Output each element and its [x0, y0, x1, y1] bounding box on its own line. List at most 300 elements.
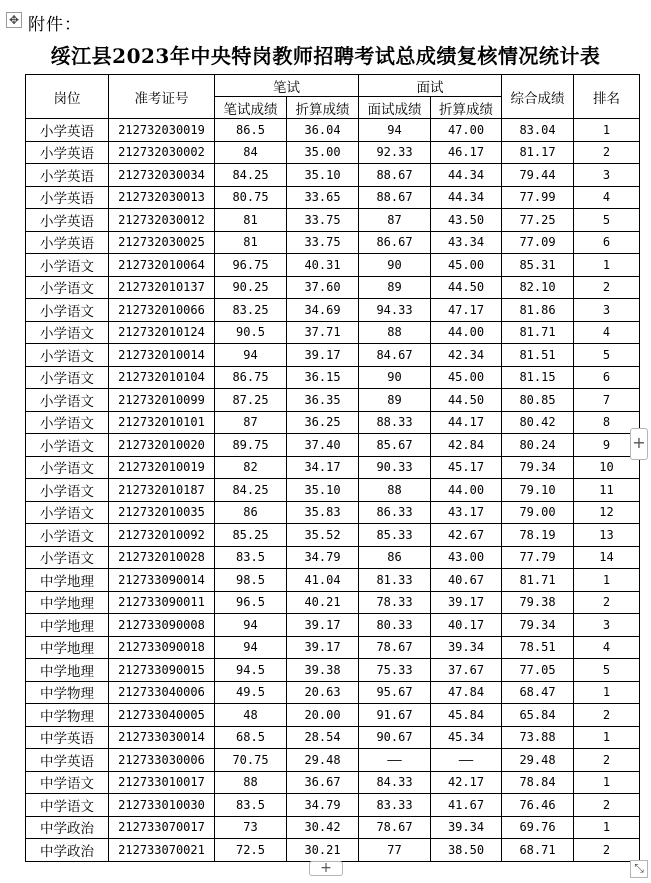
cell-post: 中学英语 [26, 726, 109, 749]
cell-ticket: 212733090014 [109, 569, 215, 592]
header-post: 岗位 [26, 75, 109, 119]
cell-ticket: 212732030034 [109, 164, 215, 187]
table-resize-icon[interactable]: ⤡ [630, 860, 648, 878]
cell-post: 中学地理 [26, 591, 109, 614]
cell-ticket: 212732010035 [109, 501, 215, 524]
cell-written-converted: 35.10 [287, 164, 359, 187]
cell-post: 小学语文 [26, 366, 109, 389]
cell-interview-converted: 47.84 [431, 681, 502, 704]
header-ticket: 准考证号 [109, 75, 215, 119]
header-written-converted: 折算成绩 [287, 97, 359, 119]
cell-rank: 1 [574, 119, 640, 142]
cell-interview-converted: —— [431, 749, 502, 772]
cell-total: 81.51 [502, 344, 574, 367]
cell-written-score: 73 [215, 816, 287, 839]
table-row [26, 479, 640, 502]
cell-written-score: 87.25 [215, 389, 287, 412]
table-row [26, 591, 640, 614]
cell-rank: 2 [574, 749, 640, 772]
table-row [26, 254, 640, 277]
cell-interview-converted: 45.00 [431, 366, 502, 389]
cell-written-score: 94 [215, 636, 287, 659]
table-row [26, 411, 640, 434]
cell-ticket: 212732010066 [109, 299, 215, 322]
cell-ticket: 212733070017 [109, 816, 215, 839]
cell-interview-score: —— [359, 749, 431, 772]
cell-interview-score: 86 [359, 546, 431, 569]
table-row [26, 141, 640, 164]
cell-rank: 5 [574, 659, 640, 682]
table-row [26, 546, 640, 569]
cell-interview-score: 89 [359, 276, 431, 299]
cell-total: 78.19 [502, 524, 574, 547]
cell-total: 77.09 [502, 231, 574, 254]
table-row [26, 681, 640, 704]
cell-written-score: 90.5 [215, 321, 287, 344]
cell-written-converted: 36.25 [287, 411, 359, 434]
cell-post: 小学语文 [26, 254, 109, 277]
cell-ticket: 212732010028 [109, 546, 215, 569]
cell-total: 80.85 [502, 389, 574, 412]
cell-ticket: 212733030006 [109, 749, 215, 772]
cell-post: 中学地理 [26, 636, 109, 659]
cell-interview-converted: 44.00 [431, 321, 502, 344]
cell-post: 小学语文 [26, 344, 109, 367]
cell-written-score: 81 [215, 231, 287, 254]
cell-interview-score: 83.33 [359, 794, 431, 817]
cell-post: 中学物理 [26, 704, 109, 727]
cell-interview-converted: 39.34 [431, 816, 502, 839]
cell-total: 69.76 [502, 816, 574, 839]
cell-interview-score: 91.67 [359, 704, 431, 727]
cell-rank: 2 [574, 276, 640, 299]
cell-post: 中学政治 [26, 816, 109, 839]
cell-written-converted: 36.15 [287, 366, 359, 389]
cell-rank: 2 [574, 141, 640, 164]
cell-ticket: 212733090018 [109, 636, 215, 659]
cell-interview-converted: 44.50 [431, 389, 502, 412]
cell-interview-score: 84.33 [359, 771, 431, 794]
cell-post: 小学语文 [26, 276, 109, 299]
cell-rank: 12 [574, 501, 640, 524]
cell-ticket: 212732030012 [109, 209, 215, 232]
cell-interview-score: 88.67 [359, 164, 431, 187]
cell-interview-score: 81.33 [359, 569, 431, 592]
table-row [26, 231, 640, 254]
cell-interview-converted: 37.67 [431, 659, 502, 682]
cell-ticket: 212732010019 [109, 456, 215, 479]
cell-rank: 1 [574, 816, 640, 839]
cell-rank: 1 [574, 254, 640, 277]
cell-interview-converted: 39.34 [431, 636, 502, 659]
cell-ticket: 212732010014 [109, 344, 215, 367]
cell-written-score: 70.75 [215, 749, 287, 772]
cell-written-score: 86 [215, 501, 287, 524]
cell-total: 81.15 [502, 366, 574, 389]
cell-ticket: 212733040006 [109, 681, 215, 704]
cell-ticket: 212732010064 [109, 254, 215, 277]
cell-written-converted: 37.60 [287, 276, 359, 299]
cell-ticket: 212732010124 [109, 321, 215, 344]
cell-written-converted: 20.00 [287, 704, 359, 727]
cell-written-converted: 36.04 [287, 119, 359, 142]
cell-interview-score: 78.67 [359, 816, 431, 839]
cell-written-score: 87 [215, 411, 287, 434]
cell-written-score: 83.5 [215, 546, 287, 569]
cell-written-score: 86.75 [215, 366, 287, 389]
table-row [26, 186, 640, 209]
cell-ticket: 212733070021 [109, 839, 215, 862]
cell-ticket: 212732010099 [109, 389, 215, 412]
cell-written-score: 94 [215, 344, 287, 367]
cell-rank: 1 [574, 681, 640, 704]
cell-interview-score: 78.67 [359, 636, 431, 659]
cell-written-score: 83.25 [215, 299, 287, 322]
cell-ticket: 212732010137 [109, 276, 215, 299]
cell-rank: 1 [574, 726, 640, 749]
add-row-plus-icon[interactable]: + [309, 861, 343, 876]
cell-written-converted: 34.79 [287, 546, 359, 569]
header-rank: 排名 [574, 75, 640, 119]
cell-rank: 2 [574, 704, 640, 727]
cell-ticket: 212733090015 [109, 659, 215, 682]
cell-written-converted: 30.42 [287, 816, 359, 839]
cell-interview-score: 80.33 [359, 614, 431, 637]
cell-written-score: 84.25 [215, 164, 287, 187]
cell-interview-score: 75.33 [359, 659, 431, 682]
cell-written-score: 84 [215, 141, 287, 164]
score-table [25, 74, 640, 862]
cell-written-converted: 35.00 [287, 141, 359, 164]
table-row [26, 456, 640, 479]
cell-total: 77.79 [502, 546, 574, 569]
cell-total: 85.31 [502, 254, 574, 277]
cell-total: 68.47 [502, 681, 574, 704]
cell-total: 79.34 [502, 614, 574, 637]
cell-written-converted: 28.54 [287, 726, 359, 749]
cell-interview-converted: 47.00 [431, 119, 502, 142]
cell-ticket: 212732010020 [109, 434, 215, 457]
header-written: 笔试 [215, 75, 359, 97]
cell-written-converted: 30.21 [287, 839, 359, 862]
cell-interview-score: 95.67 [359, 681, 431, 704]
cell-interview-score: 88.33 [359, 411, 431, 434]
cell-total: 79.00 [502, 501, 574, 524]
cell-interview-converted: 42.84 [431, 434, 502, 457]
cell-written-score: 49.5 [215, 681, 287, 704]
header-total: 综合成绩 [502, 75, 574, 119]
cell-written-converted: 40.21 [287, 591, 359, 614]
cell-post: 小学语文 [26, 501, 109, 524]
cell-post: 小学英语 [26, 141, 109, 164]
cell-ticket: 212733030014 [109, 726, 215, 749]
cell-interview-converted: 44.00 [431, 479, 502, 502]
cell-rank: 11 [574, 479, 640, 502]
cell-interview-score: 92.33 [359, 141, 431, 164]
cell-interview-converted: 38.50 [431, 839, 502, 862]
cell-interview-converted: 46.17 [431, 141, 502, 164]
cell-rank: 7 [574, 389, 640, 412]
cell-total: 29.48 [502, 749, 574, 772]
cell-total: 81.71 [502, 569, 574, 592]
cell-rank: 1 [574, 771, 640, 794]
cell-written-converted: 34.79 [287, 794, 359, 817]
cell-post: 小学语文 [26, 434, 109, 457]
cell-interview-score: 78.33 [359, 591, 431, 614]
cell-written-converted: 35.83 [287, 501, 359, 524]
table-row [26, 659, 640, 682]
page-title: 绥江县2023年中央特岗教师招聘考试总成绩复核情况统计表 [50, 44, 601, 68]
cell-written-score: 84.25 [215, 479, 287, 502]
cell-interview-converted: 44.34 [431, 186, 502, 209]
cell-post: 小学语文 [26, 321, 109, 344]
header-written-score: 笔试成绩 [215, 97, 287, 119]
cell-interview-score: 85.33 [359, 524, 431, 547]
cell-interview-converted: 43.50 [431, 209, 502, 232]
cell-interview-converted: 39.17 [431, 591, 502, 614]
cell-post: 小学语文 [26, 524, 109, 547]
table-row [26, 524, 640, 547]
table-row [26, 366, 640, 389]
cell-interview-score: 87 [359, 209, 431, 232]
cell-written-converted: 39.17 [287, 614, 359, 637]
cell-total: 79.10 [502, 479, 574, 502]
cell-written-score: 85.25 [215, 524, 287, 547]
cell-post: 小学英语 [26, 164, 109, 187]
cell-rank: 2 [574, 591, 640, 614]
header-interview-converted: 折算成绩 [431, 97, 502, 119]
cell-post: 小学英语 [26, 231, 109, 254]
table-row [26, 636, 640, 659]
attachment-label: 附件： [28, 15, 82, 35]
cell-interview-converted: 45.34 [431, 726, 502, 749]
cell-ticket: 212733010017 [109, 771, 215, 794]
cell-ticket: 212732010101 [109, 411, 215, 434]
cell-post: 中学物理 [26, 681, 109, 704]
cell-rank: 10 [574, 456, 640, 479]
cell-written-converted: 33.65 [287, 186, 359, 209]
cell-interview-score: 84.67 [359, 344, 431, 367]
cell-written-converted: 36.35 [287, 389, 359, 412]
cell-post: 小学语文 [26, 546, 109, 569]
cell-post: 小学语文 [26, 389, 109, 412]
cell-interview-score: 88 [359, 479, 431, 502]
cell-total: 80.24 [502, 434, 574, 457]
cell-interview-score: 90 [359, 254, 431, 277]
cell-post: 小学语文 [26, 479, 109, 502]
header-interview-score: 面试成绩 [359, 97, 431, 119]
table-row [26, 771, 640, 794]
cell-rank: 14 [574, 546, 640, 569]
cell-written-score: 72.5 [215, 839, 287, 862]
cell-written-score: 68.5 [215, 726, 287, 749]
cell-written-converted: 20.63 [287, 681, 359, 704]
table-row [26, 704, 640, 727]
cell-ticket: 212732030002 [109, 141, 215, 164]
cell-interview-converted: 47.17 [431, 299, 502, 322]
cell-written-converted: 29.48 [287, 749, 359, 772]
cell-written-score: 48 [215, 704, 287, 727]
cell-post: 小学英语 [26, 119, 109, 142]
cell-interview-converted: 43.34 [431, 231, 502, 254]
cell-total: 79.34 [502, 456, 574, 479]
cell-total: 83.04 [502, 119, 574, 142]
cell-post: 中学地理 [26, 614, 109, 637]
cell-total: 78.51 [502, 636, 574, 659]
cell-written-converted: 39.17 [287, 636, 359, 659]
cell-interview-converted: 42.17 [431, 771, 502, 794]
cell-post: 中学语文 [26, 771, 109, 794]
cell-post: 中学英语 [26, 749, 109, 772]
cell-post: 小学英语 [26, 209, 109, 232]
cell-ticket: 212733090008 [109, 614, 215, 637]
cell-rank: 2 [574, 839, 640, 862]
cell-rank: 4 [574, 186, 640, 209]
cell-interview-score: 88 [359, 321, 431, 344]
cell-total: 77.99 [502, 186, 574, 209]
cell-post: 小学语文 [26, 456, 109, 479]
cell-ticket: 212733090011 [109, 591, 215, 614]
table-body [26, 119, 640, 862]
cell-ticket: 212732010187 [109, 479, 215, 502]
cell-interview-score: 94 [359, 119, 431, 142]
cell-rank: 9 [574, 434, 640, 457]
cell-interview-converted: 43.00 [431, 546, 502, 569]
cell-interview-converted: 41.67 [431, 794, 502, 817]
cell-written-converted: 41.04 [287, 569, 359, 592]
cell-ticket: 212732010092 [109, 524, 215, 547]
cell-written-converted: 39.38 [287, 659, 359, 682]
cell-ticket: 212733040005 [109, 704, 215, 727]
cell-written-score: 88 [215, 771, 287, 794]
add-column-plus-icon[interactable]: + [630, 428, 648, 460]
cell-total: 79.44 [502, 164, 574, 187]
cell-interview-converted: 45.00 [431, 254, 502, 277]
cell-written-converted: 37.71 [287, 321, 359, 344]
table-row [26, 569, 640, 592]
cell-total: 81.17 [502, 141, 574, 164]
cell-written-converted: 34.17 [287, 456, 359, 479]
table-row [26, 434, 640, 457]
cell-written-score: 94 [215, 614, 287, 637]
cell-ticket: 212732030019 [109, 119, 215, 142]
cell-interview-converted: 40.17 [431, 614, 502, 637]
cell-total: 65.84 [502, 704, 574, 727]
cell-post: 中学地理 [26, 569, 109, 592]
cell-post: 小学语文 [26, 411, 109, 434]
cell-rank: 3 [574, 164, 640, 187]
table-row [26, 209, 640, 232]
cell-rank: 4 [574, 321, 640, 344]
cell-total: 68.71 [502, 839, 574, 862]
cell-total: 76.46 [502, 794, 574, 817]
cell-interview-score: 86.33 [359, 501, 431, 524]
table-row [26, 389, 640, 412]
cell-rank: 6 [574, 231, 640, 254]
cell-interview-score: 90.33 [359, 456, 431, 479]
cell-post: 中学语文 [26, 794, 109, 817]
cell-written-converted: 33.75 [287, 231, 359, 254]
cell-written-score: 98.5 [215, 569, 287, 592]
cell-written-score: 90.25 [215, 276, 287, 299]
cell-rank: 5 [574, 344, 640, 367]
cell-ticket: 212733010030 [109, 794, 215, 817]
cell-post: 中学政治 [26, 839, 109, 862]
cell-interview-score: 85.67 [359, 434, 431, 457]
cell-written-score: 96.5 [215, 591, 287, 614]
cell-rank: 1 [574, 569, 640, 592]
table-row [26, 794, 640, 817]
table-row [26, 119, 640, 142]
cell-written-converted: 33.75 [287, 209, 359, 232]
table-row [26, 749, 640, 772]
cell-interview-score: 77 [359, 839, 431, 862]
cell-interview-score: 90.67 [359, 726, 431, 749]
table-move-handle-icon[interactable]: ✥ [6, 12, 22, 28]
cell-written-converted: 34.69 [287, 299, 359, 322]
table-row [26, 501, 640, 524]
cell-total: 73.88 [502, 726, 574, 749]
cell-ticket: 212732010104 [109, 366, 215, 389]
cell-total: 81.71 [502, 321, 574, 344]
cell-interview-score: 94.33 [359, 299, 431, 322]
cell-written-score: 96.75 [215, 254, 287, 277]
cell-written-converted: 37.40 [287, 434, 359, 457]
cell-rank: 3 [574, 299, 640, 322]
cell-total: 77.05 [502, 659, 574, 682]
cell-total: 77.25 [502, 209, 574, 232]
cell-written-score: 81 [215, 209, 287, 232]
cell-interview-converted: 44.17 [431, 411, 502, 434]
cell-written-score: 80.75 [215, 186, 287, 209]
cell-post: 小学英语 [26, 186, 109, 209]
cell-rank: 6 [574, 366, 640, 389]
cell-written-converted: 35.10 [287, 479, 359, 502]
table-row [26, 344, 640, 367]
table-row [26, 726, 640, 749]
cell-total: 79.38 [502, 591, 574, 614]
cell-written-converted: 40.31 [287, 254, 359, 277]
cell-rank: 3 [574, 614, 640, 637]
cell-rank: 13 [574, 524, 640, 547]
cell-rank: 5 [574, 209, 640, 232]
cell-written-score: 94.5 [215, 659, 287, 682]
cell-interview-converted: 45.84 [431, 704, 502, 727]
cell-interview-score: 88.67 [359, 186, 431, 209]
cell-interview-converted: 45.17 [431, 456, 502, 479]
cell-interview-converted: 40.67 [431, 569, 502, 592]
cell-written-converted: 36.67 [287, 771, 359, 794]
cell-written-converted: 39.17 [287, 344, 359, 367]
cell-interview-converted: 44.50 [431, 276, 502, 299]
cell-interview-score: 89 [359, 389, 431, 412]
cell-post: 小学语文 [26, 299, 109, 322]
cell-post: 中学地理 [26, 659, 109, 682]
header-interview: 面试 [359, 75, 502, 97]
cell-interview-score: 90 [359, 366, 431, 389]
cell-interview-converted: 42.67 [431, 524, 502, 547]
cell-rank: 2 [574, 794, 640, 817]
cell-written-score: 89.75 [215, 434, 287, 457]
cell-written-score: 86.5 [215, 119, 287, 142]
cell-total: 82.10 [502, 276, 574, 299]
cell-interview-converted: 43.17 [431, 501, 502, 524]
table-row [26, 276, 640, 299]
cell-interview-score: 86.67 [359, 231, 431, 254]
cell-written-score: 82 [215, 456, 287, 479]
cell-interview-converted: 42.34 [431, 344, 502, 367]
cell-ticket: 212732030013 [109, 186, 215, 209]
